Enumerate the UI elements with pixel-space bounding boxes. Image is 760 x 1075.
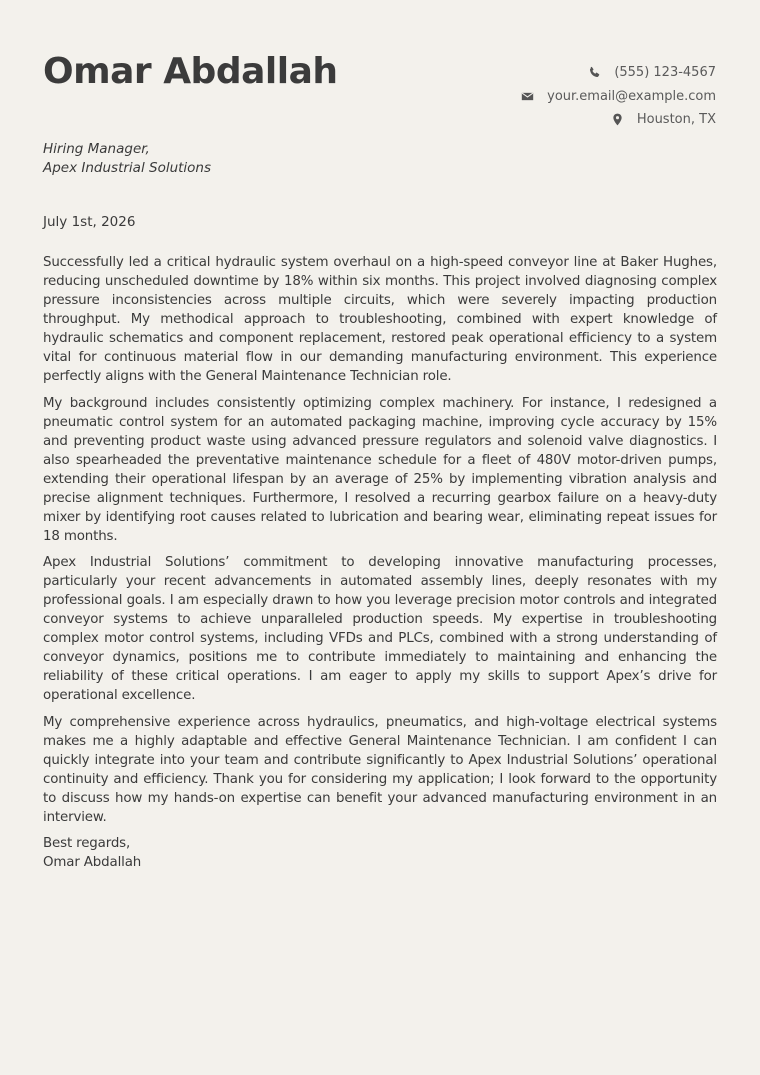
- contact-location: Houston, TX: [636, 112, 716, 128]
- closing-block: [43, 834, 717, 872]
- envelope-icon: [521, 90, 534, 103]
- paragraph: My background includes consistently optimizing complex machinery. For instance, I redesigned a pneumatic control system for an automated packaging machine, improving cycle accuracy by 15% and preventing product waste using advanced pressure regulators and solenoid valve diagnostics. I also spearheaded the preventative maintenance schedule for a fleet of 480V motor-driven pumps, extending their operational lifespan by an average of 25% by implementing vibration analysis and precise alignment techniques. Furthermore, I resolved a recurring gearbox failure on a heavy-duty mixer by identifying root causes related to lubrication and bearing wear, eliminating repeat issues for 18 months.: [43, 395, 717, 544]
- contact-phone-row: [416, 61, 716, 85]
- recipient-title: Hiring Manager,: [43, 141, 150, 157]
- phone-icon: [588, 66, 601, 79]
- contact-phone: (555) 123-4567: [614, 65, 716, 81]
- applicant-name: Omar Abdallah: [43, 51, 338, 92]
- letter-body: [43, 253, 717, 872]
- recipient-company: Apex Industrial Solutions: [43, 160, 212, 176]
- contact-email-row: [416, 85, 716, 109]
- map-pin-icon: [611, 113, 624, 126]
- closing-salutation: Best regards,: [43, 836, 131, 851]
- paragraph: Successfully led a critical hydraulic system overhaul on a high-speed conveyor line at Baker Hughes, reducing unscheduled downtime by 18% within six months. This project involved diagnosing complex pressure inconsistencies across multiple circuits, which were severely impacting production throughput. My methodical approach to troubleshooting, combined with expert knowledge of hydraulic schematics and component replacement, restored peak operational efficiency to a system vital for continuous material flow in our demanding manufacturing environment. This experience perfectly aligns with the General Maintenance Technician role.: [43, 255, 717, 384]
- closing-signature: Omar Abdallah: [43, 855, 142, 870]
- contact-location-row: [416, 108, 716, 132]
- contact-email: your.email@example.com: [547, 88, 716, 104]
- paragraph: My comprehensive experience across hydraulics, pneumatics, and high-voltage electrical systems makes me a highly adaptable and effective General Maintenance Technician. I am confident I can quickly integrate into your team and contribute significantly to Apex Industrial Solutions’ operational continuity and efficiency. Thank you for considering my application; I look forward to the opportunity to discuss how my hands-on expertise can benefit your advanced manufacturing environment in an interview.: [43, 714, 717, 825]
- contact-info: [416, 61, 716, 132]
- recipient-block: [43, 140, 211, 178]
- letter-date: July 1st, 2026: [43, 214, 136, 230]
- paragraph: Apex Industrial Solutions’ commitment to developing innovative manufacturing processes, particularly your recent advancements in automated assembly lines, deeply resonates with my professional goals. I am especially drawn to how you leverage precision motor controls and integrated conveyor systems to achieve unparalleled production speeds. My expertise in troubleshooting complex motor control systems, including VFDs and PLCs, combined with a strong understanding of conveyor dynamics, positions me to contribute immediately to maintaining and enhancing the reliability of these critical operations. I am eager to apply my skills to support Apex’s drive for operational excellence.: [43, 555, 717, 703]
